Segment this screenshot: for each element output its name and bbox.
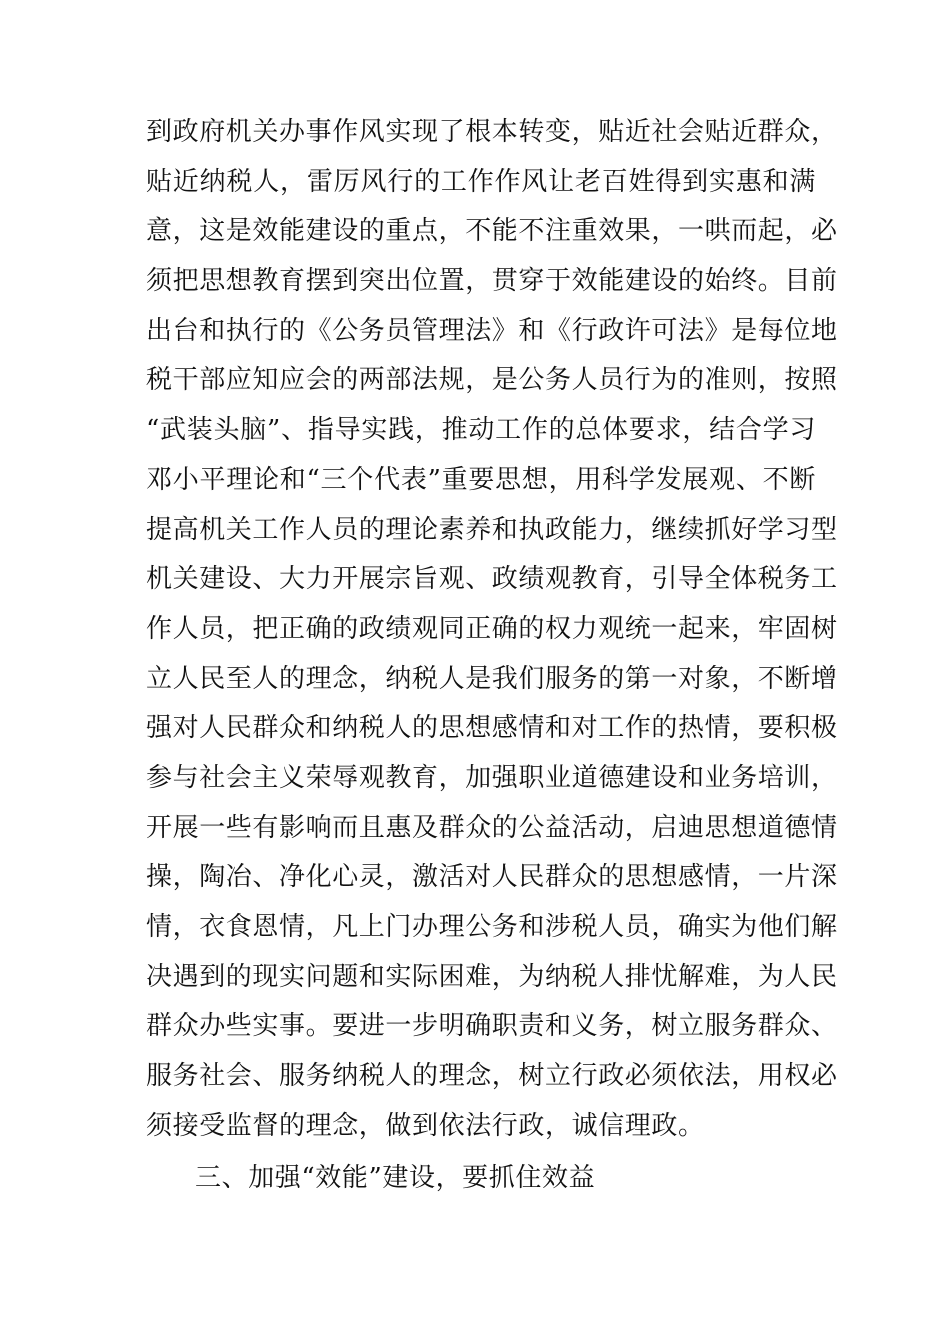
section-heading: 三、加强“效能”建设，要抓住效益	[195, 1163, 596, 1193]
paragraph-line: 到政府机关办事作风实现了根本转变，贴近社会贴近群众，	[146, 117, 838, 147]
paragraph-line: 机关建设、大力开展宗旨观、政绩观教育，引导全体税务工	[146, 564, 838, 595]
paragraph-line: 群众办些实事。要进一步明确职责和义务，树立服务群众、	[146, 1011, 838, 1042]
paragraph-line: 强对人民群众和纳税人的思想感情和对工作的热情，要积极	[146, 713, 838, 744]
paragraph-line: “武装头脑”、指导实践，推动工作的总体要求，结合学习	[146, 415, 816, 446]
paragraph-last-line: 须接受监督的理念，做到依法行政，诚信理政。	[146, 1110, 705, 1141]
paragraph-line: 情，衣食恩情，凡上门办理公务和涉税人员，确实为他们解	[146, 912, 838, 942]
paragraph-line: 贴近纳税人，雷厉风行的工作作风让老百姓得到实惠和满	[146, 166, 816, 197]
paragraph-line: 须把思想教育摆到突出位置，贯穿于效能建设的始终。目前	[146, 266, 838, 297]
paragraph-line: 操，陶冶、净化心灵，激活对人民群众的思想感情，一片深	[146, 862, 838, 893]
paragraph-line: 意，这是效能建设的重点，不能不注重效果，一哄而起，必	[146, 216, 838, 247]
paragraph-line: 提高机关工作人员的理论素养和执政能力，继续抓好学习型	[146, 514, 838, 545]
body-paragraph	[146, 108, 838, 1151]
paragraph-line: 作人员，把正确的政绩观同正确的权力观统一起来，牢固树	[146, 613, 838, 644]
paragraph-line: 参与社会主义荣辱观教育，加强职业道德建设和业务培训，	[146, 762, 838, 793]
paragraph-line: 立人民至人的理念，纳税人是我们服务的第一对象，不断增	[146, 663, 838, 694]
paragraph-line: 决遇到的现实问题和实际困难，为纳税人排忧解难，为人民	[146, 961, 838, 992]
paragraph-line: 邓小平理论和“三个代表”重要思想，用科学发展观、不断	[146, 464, 816, 495]
paragraph-line: 税干部应知应会的两部法规，是公务人员行为的准则，按照	[146, 365, 838, 396]
paragraph-line: 开展一些有影响而且惠及群众的公益活动，启迪思想道德情	[146, 812, 838, 843]
paragraph-line: 服务社会、服务纳税人的理念，树立行政必须依法，用权必	[146, 1061, 838, 1092]
paragraph-line: 出台和执行的《公务员管理法》和《行政许可法》是每位地	[146, 315, 838, 346]
